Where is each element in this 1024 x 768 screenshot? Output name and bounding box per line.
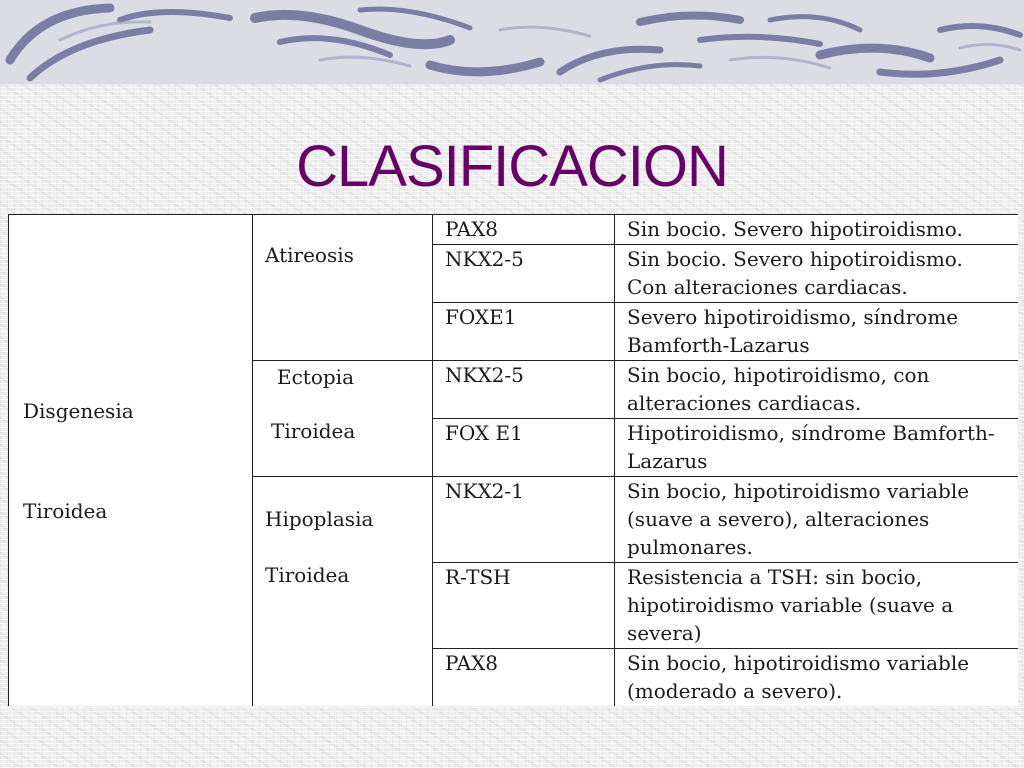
group-label-atireosis: Atireosis (265, 243, 354, 267)
group-cell-ectopia (253, 361, 433, 477)
description-cell: Sin bocio. Severo hipotiroidismo. (615, 215, 1019, 245)
category-cell (9, 215, 253, 707)
group-label-ectopia: Ectopia (277, 365, 355, 389)
gene-cell: PAX8 (433, 215, 615, 245)
group-cell-atireosis (253, 215, 433, 361)
classification-table (8, 214, 1018, 706)
classification-table-container (8, 214, 1018, 706)
gene-cell: NKX2-5 (433, 361, 615, 419)
group-cell-hipoplasia (253, 477, 433, 707)
group-label-hipoplasia: Hipoplasia (265, 507, 374, 531)
gene-cell: FOXE1 (433, 303, 615, 361)
description-cell: Sin bocio, hipotiroidismo variable (suave a severo), alteraciones pulmonares. (615, 477, 1019, 563)
brush-stroke-decoration (0, 0, 1024, 84)
description-cell: Sin bocio, hipotiroidismo, con alteraciones cardiacas. (615, 361, 1019, 419)
gene-cell: NKX2-1 (433, 477, 615, 563)
gene-cell: PAX8 (433, 649, 615, 707)
description-cell: Severo hipotiroidismo, síndrome Bamforth-Lazarus (615, 303, 1019, 361)
category-label-line1: Disgenesia (23, 398, 134, 423)
description-cell: Sin bocio, hipotiroidismo variable (moderado a severo). (615, 649, 1019, 707)
category-label-line2: Tiroidea (23, 498, 108, 523)
description-cell: Sin bocio. Severo hipotiroidismo. Con alteraciones cardiacas. (615, 245, 1019, 303)
slide-title: CLASIFICACION (296, 134, 728, 199)
description-cell: Hipotiroidismo, síndrome Bamforth-Lazarus (615, 419, 1019, 477)
gene-cell: FOX E1 (433, 419, 615, 477)
table-row (9, 215, 1019, 245)
group-label-hipoplasia-line2: Tiroidea (265, 563, 350, 587)
description-cell: Resistencia a TSH: sin bocio, hipotiroidismo variable (suave a severa) (615, 563, 1019, 649)
decorative-header-band (0, 0, 1024, 84)
gene-cell: R-TSH (433, 563, 615, 649)
gene-cell: NKX2-5 (433, 245, 615, 303)
group-label-ectopia-line2: Tiroidea (271, 419, 356, 443)
